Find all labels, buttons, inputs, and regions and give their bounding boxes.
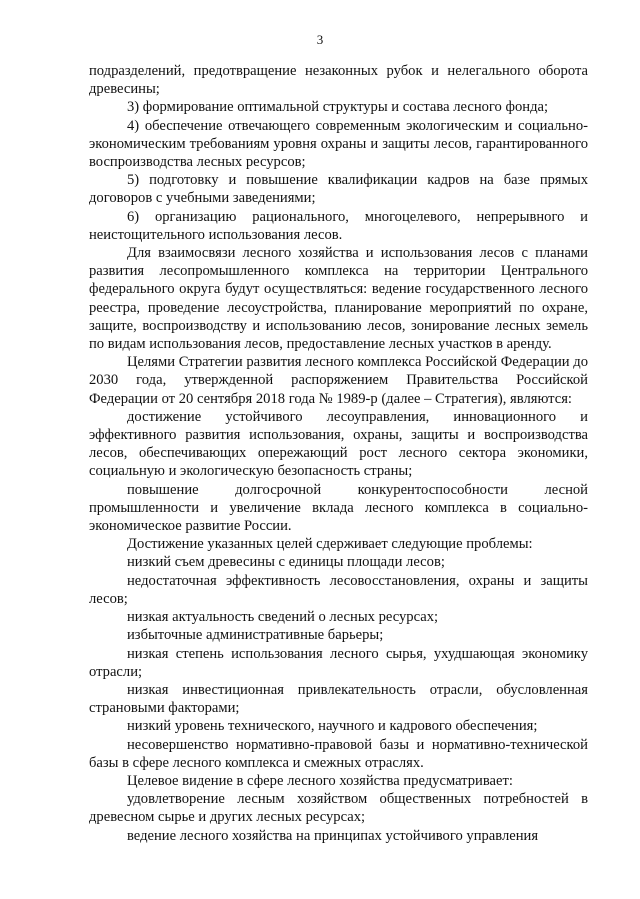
paragraph: подразделений, предотвращение незаконных рубок и нелегального оборота древесины; <box>89 63 588 98</box>
paragraph: Достижение указанных целей сдерживает следующие проблемы: <box>127 536 533 553</box>
paragraph: Целевое видение в сфере лесного хозяйства предусматривает: <box>127 772 513 789</box>
paragraph: недостаточная эффективность лесовосстановления, охраны и защиты лесов; <box>89 572 588 607</box>
paragraph: ведение лесного хозяйства на принципах устойчивого управления <box>127 827 539 844</box>
paragraph: 6) организацию рационального, многоцелевого, непрерывного и неистощительного использования лесов. <box>89 208 588 243</box>
paragraph: низкая актуальность сведений о лесных ресурсах; <box>127 609 439 626</box>
paragraph: избыточные административные барьеры; <box>127 627 384 644</box>
paragraph: низкая инвестиционная привлекательность отрасли, обусловленная страновыми факторами; <box>89 681 588 717</box>
paragraph: низкий съем древесины с единицы площади лесов; <box>127 554 445 571</box>
paragraph: несовершенство нормативно-правовой базы и нормативно-технической базы в сфере лесного комплекса и смежных отраслях. <box>89 736 588 771</box>
paragraph: 5) подготовку и повышение квалификации кадров на базе прямых договоров с учебными заведениями; <box>89 172 588 207</box>
paragraph: удовлетворение лесным хозяйством общественных потребностей в древесном сырье и других лесных ресурсах; <box>89 791 588 826</box>
paragraph: достижение устойчивого лесоуправления, инновационного и эффективного развития использования, охраны, защиты и воспроизводства лесов, обеспечивающих опережающий рост лесного сектора экономики, социальную и экологическую безопасность страны; <box>89 408 588 480</box>
paragraph: низкий уровень технического, научного и кадрового обеспечения; <box>127 718 538 735</box>
paragraph: повышение долгосрочной конкурентоспособности лесной промышленности и увеличение вклада лесного комплекса в социально-экономическое развитие России. <box>89 481 588 535</box>
paragraph: Целями Стратегии развития лесного комплекса Российской Федерации до 2030 года, утвержденной распоряжением Правительства Российской Федерации от 20 сентября 2018 года № 1989-р (далее – Стратегия), являются: <box>89 354 588 407</box>
page-number: 3 <box>316 32 324 47</box>
paragraph: 3) формирование оптимальной структуры и состава лесного фонда; <box>127 99 549 116</box>
paragraph: 4) обеспечение отвечающего современным экологическим и социально-экономическим требованиям уровня охраны и защиты лесов, гарантированного воспроизводства лесных ресурсов; <box>89 117 588 171</box>
paragraph: низкая степень использования лесного сырья, ухудшающая экономику отрасли; <box>89 645 588 680</box>
paragraph: Для взаимосвязи лесного хозяйства и использования лесов с планами развития лесопромышленного комплекса на территории Центрального федерального округа будут осуществляться: ведение государственного лесного реестра, проведение лесоустройства, планирование мероприятий по охране, защите, воспроизводству и использованию лесов, зонирование лесных земель по видам использования лесов, предоставление лесных участков в аренду. <box>89 245 588 353</box>
document-body <box>89 62 588 845</box>
